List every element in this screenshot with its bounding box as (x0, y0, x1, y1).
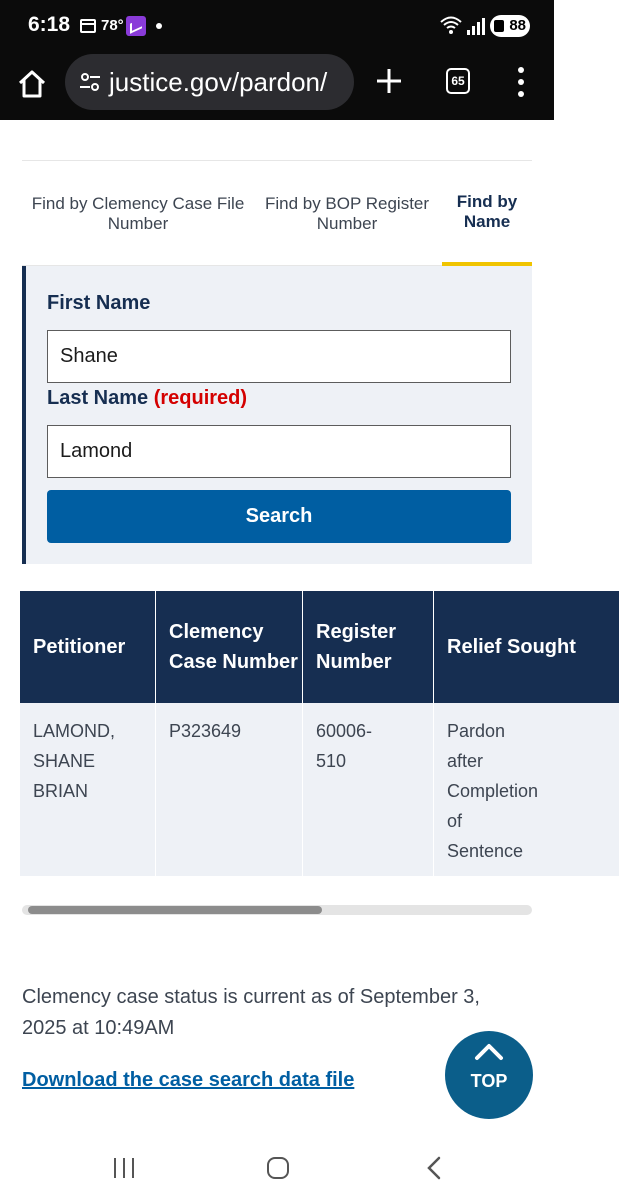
required-indicator: (required) (153, 387, 248, 409)
cell-relief-sought: Pardon after Completion of Sentence (434, 703, 620, 876)
header-petitioner: Petitioner (20, 591, 156, 703)
header-relief-sought: Relief Sought (434, 591, 620, 703)
results-table[interactable] (20, 591, 576, 916)
site-settings-icon[interactable] (79, 72, 101, 92)
download-data-link[interactable]: Download the case search data file (22, 1069, 355, 1091)
last-name-label (47, 387, 247, 410)
back-to-top-label: TOP (470, 1071, 508, 1091)
calendar-icon (80, 19, 96, 33)
tab-switcher-button[interactable]: 65 (446, 68, 470, 94)
last-name-input[interactable]: Lamond (47, 425, 511, 478)
new-tab-icon[interactable] (374, 66, 404, 96)
url-text[interactable]: justice.gov/pardon/ (109, 67, 328, 97)
first-name-label: First Name (47, 292, 151, 314)
back-icon[interactable] (426, 1156, 442, 1180)
back-to-top-button[interactable] (445, 1031, 533, 1119)
home-icon[interactable] (16, 68, 48, 100)
tab-bop-register-number[interactable]: Find by BOP Register Number (264, 194, 430, 233)
tab-case-file-number[interactable]: Find by Clemency Case File Number (31, 194, 245, 233)
browser-toolbar (0, 52, 554, 120)
table-row (20, 703, 620, 876)
tab-find-by-name[interactable]: Find by Name (442, 161, 532, 267)
system-navigation-bar (0, 1136, 554, 1200)
scrollbar-thumb[interactable] (28, 906, 322, 914)
overflow-menu-icon[interactable] (514, 67, 528, 97)
table-header (20, 591, 620, 703)
weather-temperature: 78° (101, 17, 124, 34)
header-register-number: Register Number (303, 591, 434, 703)
stocks-app-icon (126, 16, 146, 36)
signal-icon (466, 16, 486, 36)
first-name-input[interactable]: Shane (47, 330, 511, 383)
horizontal-scrollbar[interactable] (22, 905, 532, 915)
battery-indicator: 88 (490, 15, 530, 37)
notification-dot-icon (156, 23, 162, 29)
status-bar (0, 0, 554, 52)
chevron-up-icon (474, 1043, 504, 1061)
last-name-label-text: Last Name (47, 387, 149, 409)
cell-register-number: 60006-510 (303, 703, 434, 876)
header-clemency-case-number: Clemency Case Number (156, 591, 303, 703)
recent-apps-icon[interactable] (113, 1158, 135, 1178)
home-button-icon[interactable] (267, 1157, 289, 1179)
wifi-icon (440, 15, 462, 35)
address-bar[interactable] (65, 54, 354, 110)
search-tabs (22, 160, 532, 266)
search-button[interactable]: Search (47, 490, 511, 543)
case-status-timestamp: Clemency case status is current as of September 3, 2025 at 10:49AM (22, 986, 480, 1039)
cell-petitioner: LAMOND, SHANE BRIAN (20, 703, 156, 876)
name-search-form (22, 266, 532, 564)
cell-case-number: P323649 (156, 703, 303, 876)
clock: 6:18 (28, 13, 71, 36)
